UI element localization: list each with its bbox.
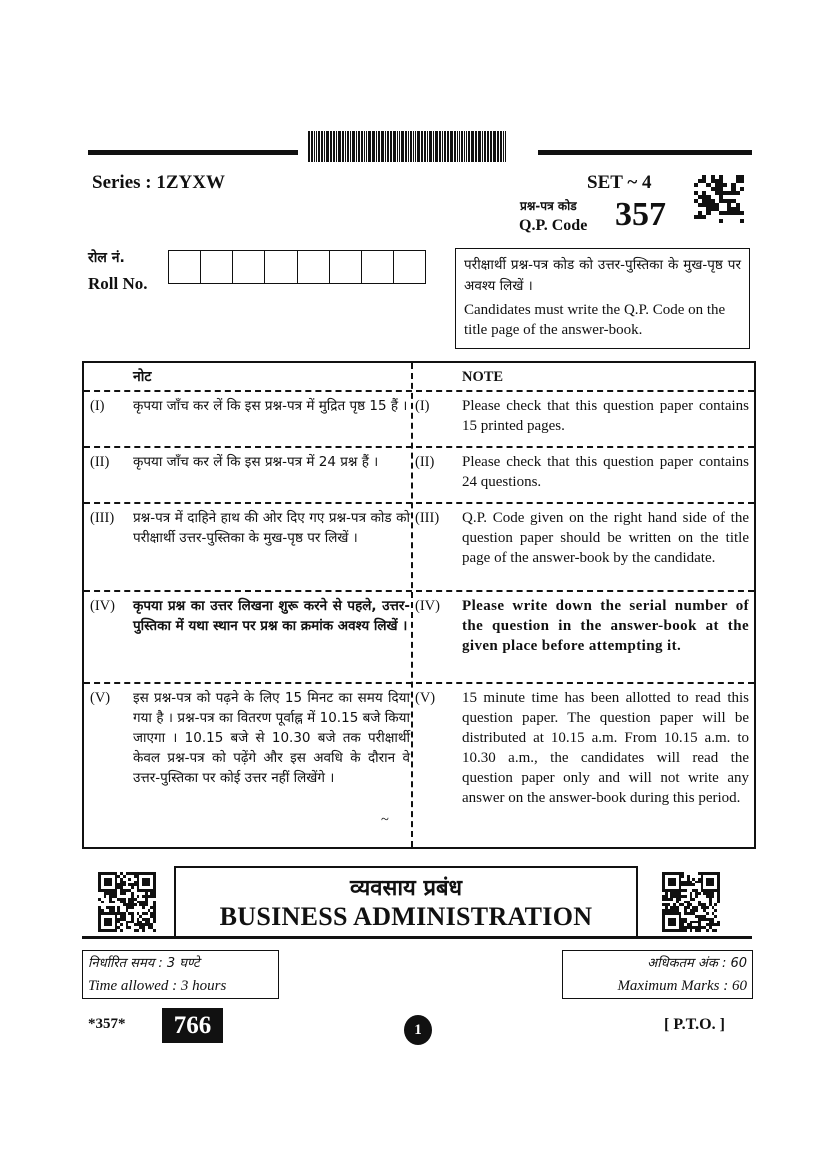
note-text-hindi: इस प्रश्न-पत्र को पढ़ने के लिए 15 मिनट का समय दिया गया है । प्रश्न-पत्र का वितरण पूर्वाह्न में 10.15 बजे किया जाएगा । 10.15 बजे से 10.30 बजे तक परीक्षार्थी केवल प्रश्न-पत्र को पढ़ेंगे और इस अवधि के दौरान वे उत्तर-पुस्तिका पर कोई उत्तर नहीं लिखेंगे । bbox=[133, 690, 410, 786]
note-header-english: NOTE bbox=[462, 369, 504, 385]
barcode-bar bbox=[342, 131, 344, 162]
barcode-bar bbox=[361, 131, 363, 162]
barcode-bar bbox=[333, 131, 335, 162]
barcode-bar bbox=[358, 131, 360, 162]
barcode-bar bbox=[464, 131, 465, 162]
barcode-bar bbox=[321, 131, 323, 162]
data-matrix-code bbox=[694, 175, 744, 223]
note-row bbox=[84, 684, 754, 848]
barcode-bar bbox=[475, 131, 477, 162]
notes-header-row bbox=[84, 363, 754, 392]
series-label: Series : 1ZYXW bbox=[92, 172, 225, 193]
note-number-hindi: (I) bbox=[90, 398, 105, 414]
note-number-english: (IV) bbox=[415, 598, 440, 614]
barcode-bar bbox=[433, 131, 434, 162]
barcode-bar bbox=[401, 131, 404, 162]
subject-english: BUSINESS ADMINISTRATION bbox=[219, 902, 593, 931]
barcode-bar bbox=[308, 131, 310, 162]
roll-digit-box[interactable] bbox=[298, 251, 330, 283]
qr-code-left bbox=[98, 872, 156, 932]
barcode-bar bbox=[356, 131, 357, 162]
roll-digit-box[interactable] bbox=[362, 251, 394, 283]
qp-code-label: Q.P. Code bbox=[519, 217, 588, 234]
note-header-hindi: नोट bbox=[133, 369, 152, 385]
note-text-hindi: कृपया प्रश्न का उत्तर लिखना शुरू करने से पहले, उत्तर-पुस्तिका में यथा स्थान पर प्रश्न का क्रमांक अवश्य लिखें । bbox=[133, 598, 410, 634]
barcode-bar bbox=[376, 131, 377, 162]
roll-digit-box[interactable] bbox=[330, 251, 362, 283]
note-number-hindi: (III) bbox=[90, 510, 115, 526]
barcode-bar bbox=[493, 131, 496, 162]
note-text-english: Please check that this question paper contains 24 questions. bbox=[462, 454, 749, 490]
barcode-bar bbox=[490, 131, 492, 162]
barcode-bar bbox=[415, 131, 416, 162]
barcode-bar bbox=[421, 131, 423, 162]
barcode-bar bbox=[439, 131, 441, 162]
page-number: 1 bbox=[404, 1015, 432, 1045]
barcode-bar bbox=[381, 131, 384, 162]
barcode-bar bbox=[427, 131, 428, 162]
barcode-bar bbox=[408, 131, 409, 162]
note-text-english: Please write down the serial number of the question in the answer-book at the given place before attempting it. bbox=[462, 598, 749, 654]
barcode-bar bbox=[435, 131, 438, 162]
note-number-english: (II) bbox=[415, 454, 435, 470]
subject-title-box bbox=[174, 866, 638, 938]
barcode-bar bbox=[417, 131, 420, 162]
barcode-bar bbox=[390, 131, 392, 162]
qr-code-right bbox=[662, 872, 720, 932]
barcode-bar bbox=[338, 131, 341, 162]
note-row bbox=[84, 392, 754, 448]
barcode-bar bbox=[316, 131, 317, 162]
barcode-bar bbox=[503, 131, 504, 162]
notes-table bbox=[82, 361, 756, 849]
note-text-hindi: कृपया जाँच कर लें कि इस प्रश्न-पत्र में मुद्रित पृष्ठ 15 हैं । bbox=[133, 398, 408, 414]
note-text-hindi: कृपया जाँच कर लें कि इस प्रश्न-पत्र में 24 प्रश्न हैं । bbox=[133, 454, 379, 470]
note-number-hindi: (V) bbox=[90, 690, 111, 706]
top-rule-left bbox=[88, 150, 298, 155]
roll-digit-box[interactable] bbox=[265, 251, 297, 283]
marks-box bbox=[562, 950, 753, 999]
barcode-bar bbox=[330, 131, 332, 162]
barcode-bar bbox=[364, 131, 365, 162]
roll-label-hindi: रोल नं. bbox=[88, 250, 125, 266]
note-text-hindi: प्रश्न-पत्र में दाहिने हाथ की ओर दिए गए प्रश्न-पत्र कोड को परीक्षार्थी उत्तर-पुस्तिका के मुख-पृष्ठ पर लिखें । bbox=[133, 510, 410, 546]
barcode-bar bbox=[345, 131, 346, 162]
note-text-english: Q.P. Code given on the right hand side of the question paper should be written on the title page of the answer-book by the candidate. bbox=[462, 510, 749, 566]
footer-box-number: 766 bbox=[162, 1008, 223, 1043]
barcode-bar bbox=[450, 131, 453, 162]
barcode-bar bbox=[500, 131, 502, 162]
set-label: SET ~ 4 bbox=[587, 172, 652, 193]
barcode-bar bbox=[457, 131, 458, 162]
barcode-bar bbox=[413, 131, 414, 162]
marks-hindi: अधिकतम अंक : 60 bbox=[647, 956, 747, 971]
barcode-bar bbox=[405, 131, 407, 162]
barcode-bar bbox=[447, 131, 449, 162]
roll-label: Roll No. bbox=[88, 274, 148, 293]
note-number-hindi: (II) bbox=[90, 454, 110, 470]
note-number-english: (I) bbox=[415, 398, 430, 414]
top-rule-right bbox=[538, 150, 752, 155]
qp-code: 357 bbox=[615, 196, 666, 233]
instruction-box bbox=[455, 248, 750, 349]
barcode-bar bbox=[487, 131, 489, 162]
divider-line bbox=[82, 936, 752, 939]
tilde-mark: ~ bbox=[381, 812, 389, 828]
barcode bbox=[308, 131, 530, 162]
barcode-bar bbox=[397, 131, 398, 162]
instruction-english: Candidates must write the Q.P. Code on the title page of the answer-book. bbox=[464, 302, 726, 338]
time-english: Time allowed : 3 hours bbox=[88, 978, 227, 994]
footer-code: *357* bbox=[88, 1016, 126, 1032]
subject-hindi: व्यवसाय प्रबंध bbox=[349, 876, 463, 901]
note-number-english: (V) bbox=[415, 690, 436, 706]
barcode-bar bbox=[471, 131, 474, 162]
barcode-bar bbox=[387, 131, 389, 162]
barcode-bar bbox=[410, 131, 412, 162]
barcode-bar bbox=[318, 131, 320, 162]
barcode-bar bbox=[482, 131, 483, 162]
barcode-bar bbox=[461, 131, 463, 162]
barcode-bar bbox=[497, 131, 499, 162]
barcode-bar bbox=[478, 131, 481, 162]
pto-label: [ P.T.O. ] bbox=[664, 1016, 725, 1033]
barcode-bar bbox=[393, 131, 396, 162]
barcode-bar bbox=[324, 131, 325, 162]
roll-digit-box[interactable] bbox=[169, 251, 201, 283]
note-text-english: Please check that this question paper contains 15 printed pages. bbox=[462, 398, 749, 434]
barcode-bar bbox=[454, 131, 456, 162]
roll-digit-box[interactable] bbox=[233, 251, 265, 283]
barcode-bar bbox=[429, 131, 432, 162]
barcode-bar bbox=[311, 131, 313, 162]
barcode-bar bbox=[484, 131, 486, 162]
marks-english: Maximum Marks : 60 bbox=[617, 978, 747, 994]
barcode-bar bbox=[424, 131, 426, 162]
barcode-bar bbox=[336, 131, 337, 162]
barcode-bar bbox=[385, 131, 386, 162]
barcode-bar bbox=[326, 131, 329, 162]
barcode-bar bbox=[378, 131, 380, 162]
barcode-bar bbox=[505, 131, 506, 162]
note-number-english: (III) bbox=[415, 510, 440, 526]
note-number-hindi: (IV) bbox=[90, 598, 115, 614]
barcode-bar bbox=[372, 131, 375, 162]
note-row bbox=[84, 504, 754, 592]
barcode-bar bbox=[444, 131, 446, 162]
barcode-bar bbox=[368, 131, 371, 162]
instruction-hindi: परीक्षार्थी प्रश्न-पत्र कोड को उत्तर-पुस्तिका के मुख-पृष्ठ पर अवश्य लिखें । bbox=[464, 257, 741, 294]
barcode-bar bbox=[314, 131, 315, 162]
note-text-english: 15 minute time has been allotted to read this question paper. The question paper will be distributed at 10.15 a.m. From 10.15 a.m. to 10.30 a.m., the candidates will read the question paper only and will not write any answer on the answer-book during this period. bbox=[462, 690, 749, 806]
barcode-bar bbox=[459, 131, 460, 162]
roll-number-boxes[interactable] bbox=[168, 250, 426, 284]
barcode-bar bbox=[466, 131, 467, 162]
barcode-bar bbox=[442, 131, 443, 162]
note-row bbox=[84, 448, 754, 504]
barcode-bar bbox=[350, 131, 351, 162]
barcode-bar bbox=[347, 131, 349, 162]
barcode-bar bbox=[468, 131, 470, 162]
qp-code-label-hindi: प्रश्न-पत्र कोड bbox=[520, 199, 577, 213]
barcode-bar bbox=[352, 131, 355, 162]
time-hindi: निर्धारित समय : 3 घण्टे bbox=[88, 956, 200, 971]
time-box bbox=[82, 950, 279, 999]
roll-digit-box[interactable] bbox=[201, 251, 233, 283]
barcode-bar bbox=[366, 131, 367, 162]
roll-digit-box[interactable] bbox=[394, 251, 425, 283]
barcode-bar bbox=[399, 131, 400, 162]
note-row bbox=[84, 592, 754, 684]
